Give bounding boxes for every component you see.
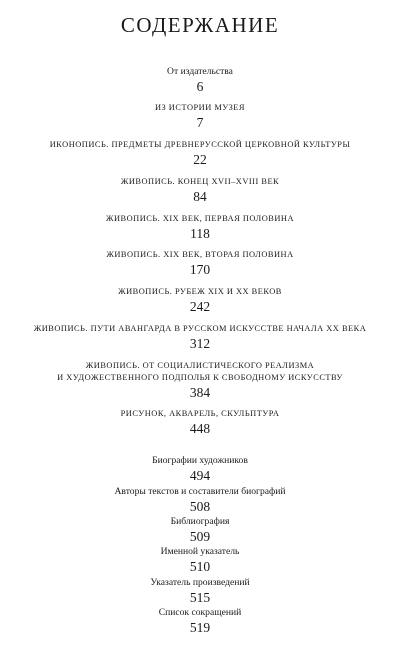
toc-entry-biographies[interactable]	[0, 455, 400, 483]
toc-entry-page: 508	[189, 499, 211, 514]
toc-entry-page: 384	[189, 385, 211, 400]
toc-entry-label: ИКОНОПИСЬ. ПРЕДМЕТЫ ДРЕВНЕРУССКОЙ ЦЕРКОВНОЙ КУЛЬТУРЫ	[49, 140, 351, 149]
page-title: СОДЕРЖАНИЕ	[120, 13, 280, 37]
toc-entry-drawing[interactable]	[0, 408, 400, 436]
toc-entry-label: Список сокращений	[158, 607, 242, 618]
toc-entry-label-line2: И ХУДОЖЕСТВЕННОГО ПОДПОЛЬЯ К СВОБОДНОМУ ИСКУССТВУ	[57, 373, 343, 382]
toc-entry-label: От издательства	[167, 66, 233, 77]
toc-entry-label: ЖИВОПИСЬ. XIX ВЕК, ПЕРВАЯ ПОЛОВИНА	[105, 214, 295, 223]
toc-entry-name-index[interactable]	[0, 546, 400, 574]
toc-entry-label: Биографии художников	[152, 455, 248, 466]
toc-entry-label-line1: ЖИВОПИСЬ. ОТ СОЦИАЛИСТИЧЕСКОГО РЕАЛИЗМА	[85, 361, 315, 370]
toc-entry-icons[interactable]	[0, 139, 400, 167]
toc-entry-authors[interactable]	[0, 486, 400, 514]
toc-entry-page: 22	[193, 152, 207, 167]
toc-entry-page: 84	[193, 189, 207, 204]
toc-entry-page: 494	[189, 468, 211, 483]
toc-entry-page: 519	[189, 620, 211, 635]
toc-entry-painting-turn-of-century[interactable]	[0, 286, 400, 314]
toc-entry-label: ЖИВОПИСЬ. XIX ВЕК, ВТОРАЯ ПОЛОВИНА	[106, 250, 294, 259]
toc-entry-page: 170	[189, 262, 211, 277]
toc-entry-label: ЖИВОПИСЬ. РУБЕЖ XIX И XX ВЕКОВ	[118, 287, 282, 296]
toc-entry-label: Авторы текстов и составители биографий	[114, 486, 286, 497]
toc-entry-page: 312	[189, 336, 211, 351]
toc-entry-painting-19-first[interactable]	[0, 213, 400, 241]
toc-entry-page: 515	[189, 590, 211, 605]
toc-entry-works-index[interactable]	[0, 577, 400, 605]
toc-entry-history[interactable]	[0, 102, 400, 130]
toc-entry-page: 510	[189, 559, 211, 574]
toc-entry-label: Указатель произведений	[150, 577, 250, 588]
toc-entry-painting-soc-realism[interactable]	[0, 360, 400, 400]
toc-entry-publisher[interactable]	[0, 66, 400, 94]
toc-entry-label: ИЗ ИСТОРИИ МУЗЕЯ	[154, 103, 246, 112]
toc-entry-painting-avant-garde[interactable]	[0, 323, 400, 351]
toc-entry-page: 509	[189, 529, 211, 544]
toc-entry-painting-17-18[interactable]	[0, 176, 400, 204]
toc-entry-label: Именной указатель	[160, 546, 240, 557]
toc-entry-page: 448	[189, 421, 211, 436]
toc-entry-abbreviations[interactable]	[0, 607, 400, 635]
toc-entry-label: ЖИВОПИСЬ. ПУТИ АВАНГАРДА В РУССКОМ ИСКУССТВЕ НАЧАЛА XX ВЕКА	[33, 324, 367, 333]
toc-entry-bibliography[interactable]	[0, 516, 400, 544]
toc-entry-painting-19-second[interactable]	[0, 249, 400, 277]
toc-entry-page: 6	[196, 79, 204, 94]
toc-entry-label: ЖИВОПИСЬ. КОНЕЦ XVII–XVIII ВЕК	[120, 177, 280, 186]
toc-entry-page: 7	[196, 115, 204, 130]
toc-entry-page: 118	[190, 226, 210, 241]
toc-entry-page: 242	[189, 299, 211, 314]
toc-entry-label: РИСУНОК, АКВАРЕЛЬ, СКУЛЬПТУРА	[120, 409, 280, 418]
toc-entry-label: Библиография	[170, 516, 230, 527]
